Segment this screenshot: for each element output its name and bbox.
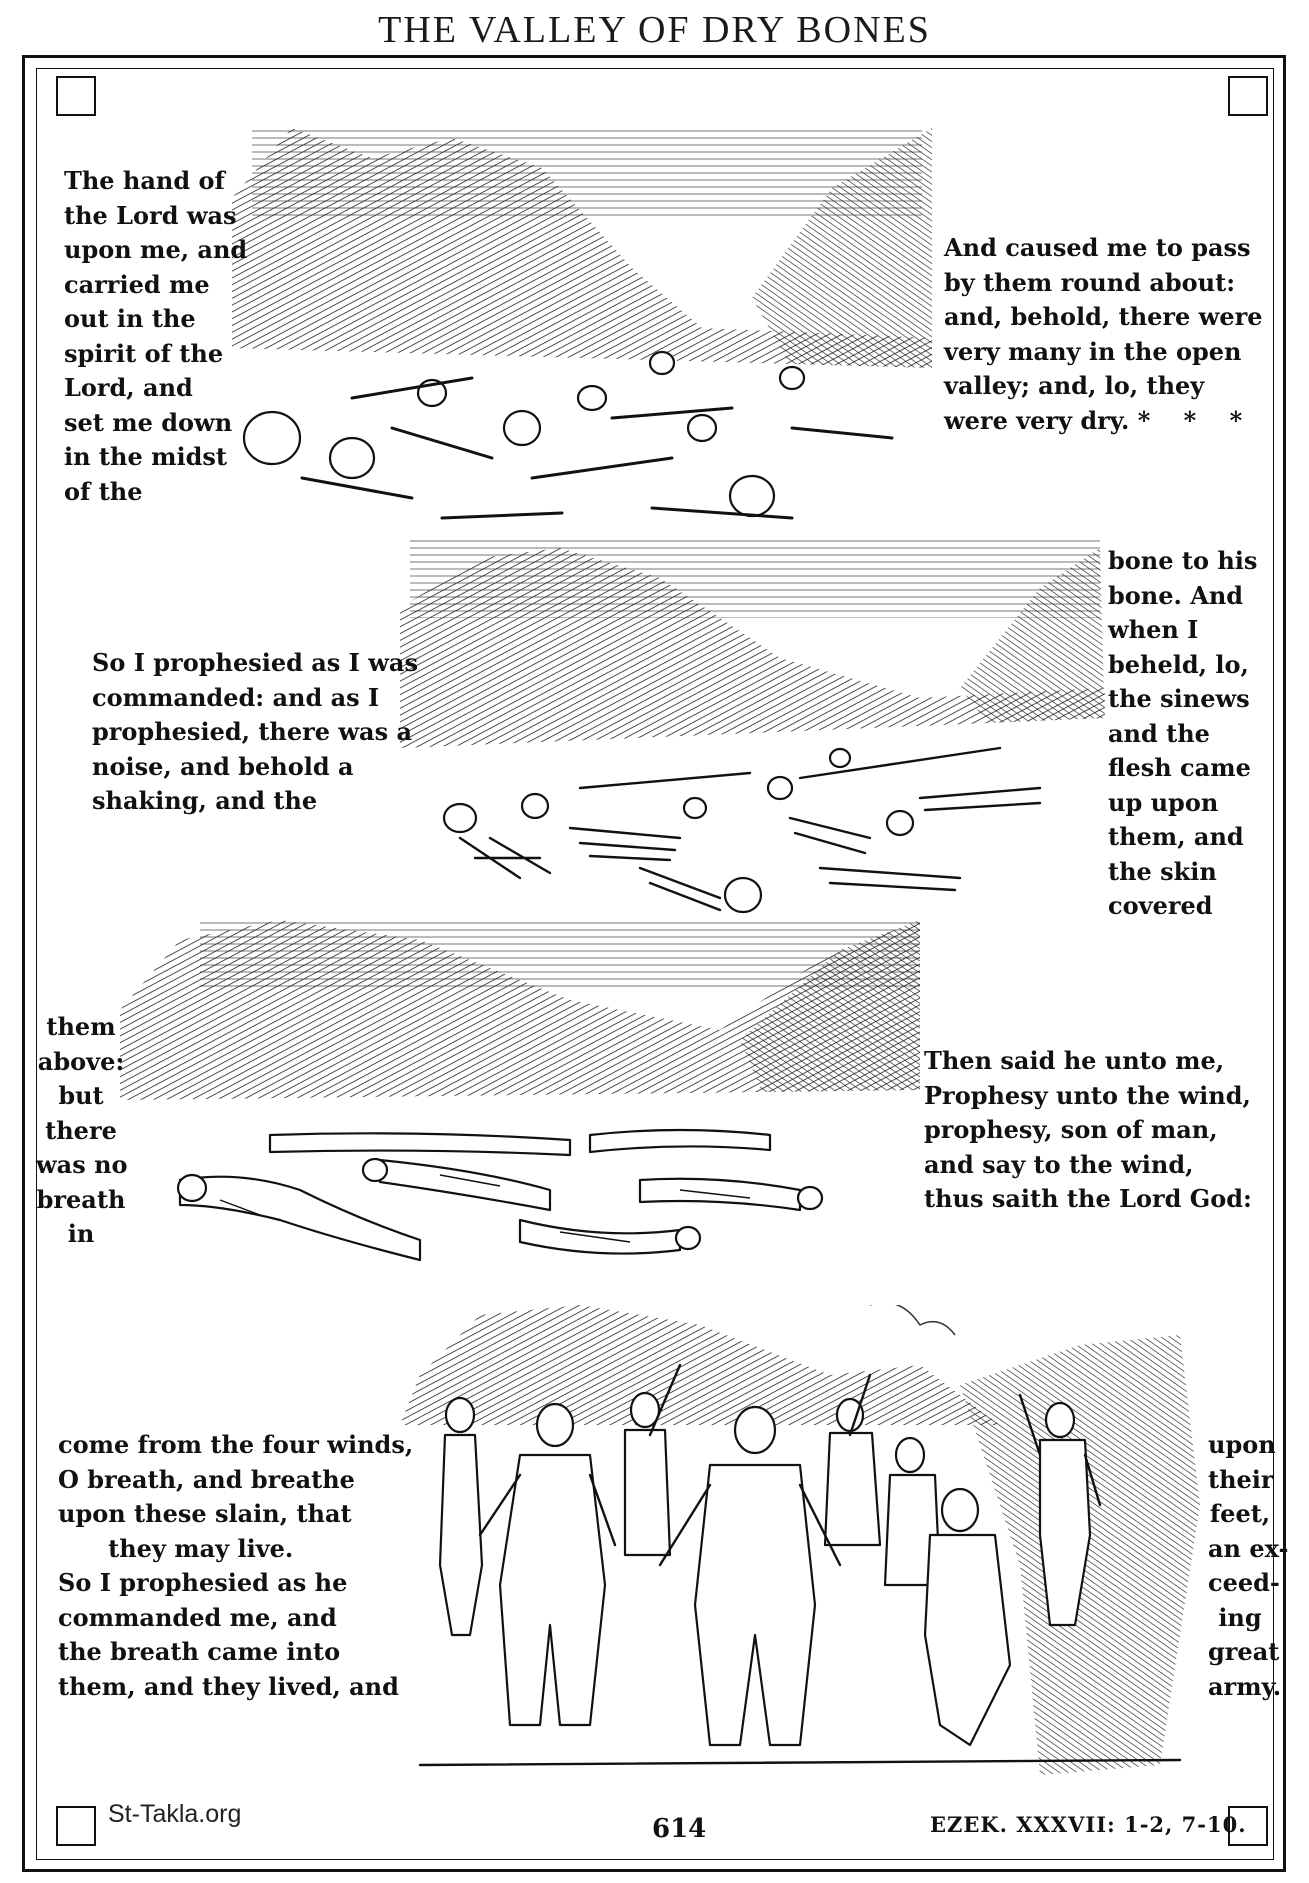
panel-1-right-text: And caused me to pass by them round about: and, behold, there were very many in the open valley; and, lo, they were very dry. * * * (944, 233, 1263, 435)
watermark: St-Takla.org (108, 1800, 242, 1828)
corner-ornament-bottom-left (56, 1806, 96, 1846)
corner-ornament-top-right (1228, 76, 1268, 116)
panel-3-left-text: them above: but there was no breath in (36, 1012, 128, 1248)
illustration-bodies-lying (120, 920, 920, 1302)
page-title: THE VALLEY OF DRY BONES (378, 9, 931, 51)
panel-2-left-text: So I prophesied as I was commanded: and as I prophesied, there was a noise, and behold a shaking, and the (92, 648, 418, 815)
panel-4-right-text: upon their feet, an ex- ceed- ing great army. (1208, 1430, 1289, 1701)
panel-1-left-text: The hand of the Lord was upon me, and carried me out in the spirit of the Lord, and set me down in the midst of the (64, 166, 248, 506)
page-number: 614 (652, 1814, 707, 1844)
panel-2-right-text: bone to his bone. And when I beheld, lo, the sinews and the flesh came up upon them, and the skin covered (1108, 546, 1258, 920)
illustration-great-army (400, 1305, 1210, 1775)
illustration-valley-bones (232, 128, 932, 528)
panel-3-right-text: Then said he unto me, Prophesy unto the wind, prophesy, son of man, and say to the wind, thus saith the Lord God: (924, 1046, 1252, 1213)
illustration-bones-joining (400, 538, 1105, 932)
panel-4-left-text: come from the four winds, O breath, and breathe upon these slain, that they may live. So I prophesied as he commanded me, and the breath came into them, and they lived, and (58, 1430, 414, 1701)
corner-ornament-top-left (56, 76, 96, 116)
scripture-reference: EZEK. XXXVII: 1-2, 7-10. (930, 1812, 1247, 1837)
